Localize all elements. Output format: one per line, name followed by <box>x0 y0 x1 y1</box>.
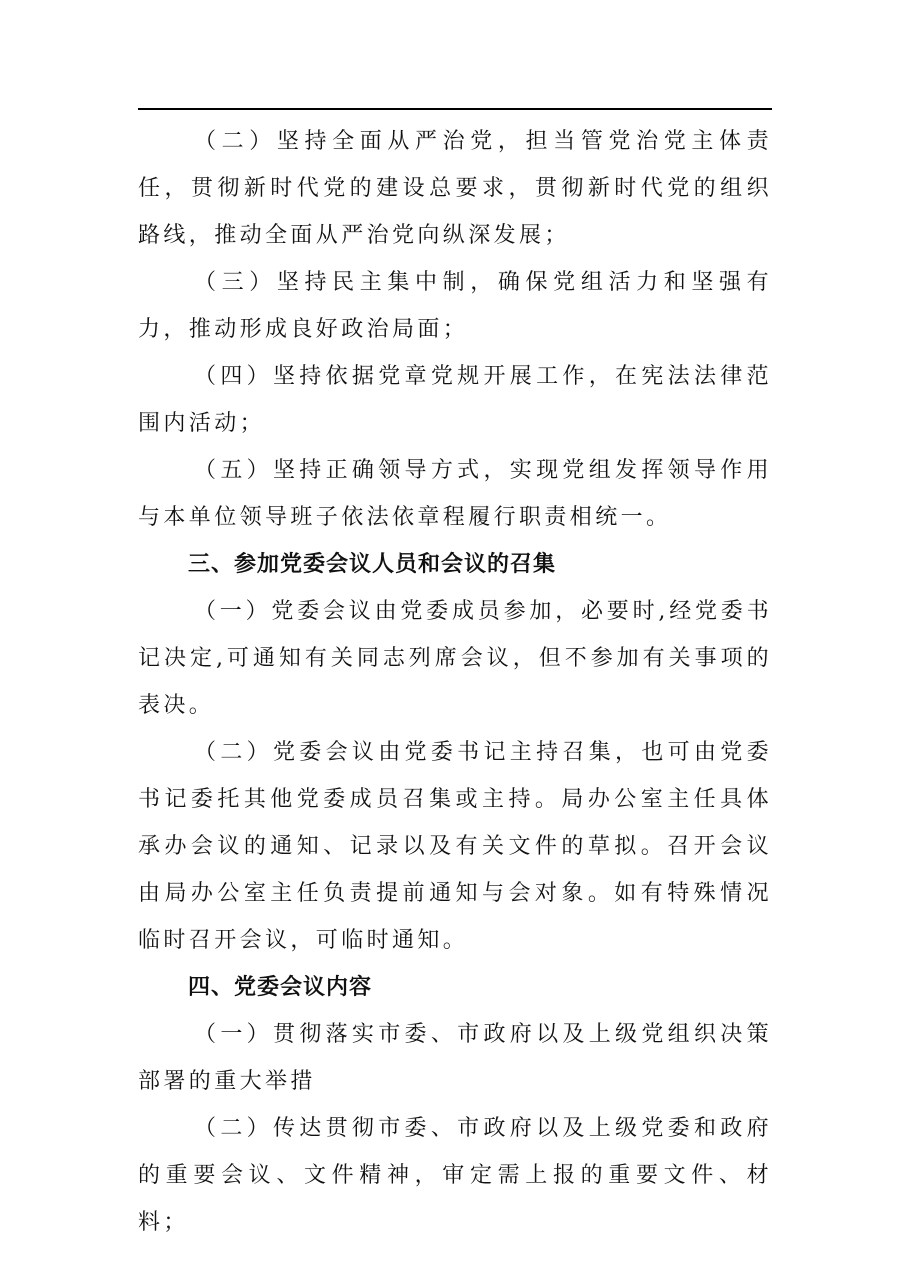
section-heading-attendees: 三、参加党委会议人员和会议的召集 <box>188 552 557 577</box>
paragraph-adhere-strict-governance: （二）坚持全面从严治党，担当管党治党主体责任，贯彻新时代党的建设总要求，贯彻新时代党的组织路线，推动全面从严治党向纵深发展； <box>138 129 772 248</box>
paragraph-party-rules: （四）坚持依据党章党规开展工作，在宪法法律范围内活动； <box>138 364 772 436</box>
paragraph-implement-decisions: （一）贯彻落实市委、市政府以及上级党组织决策部署的重大举措 <box>138 1022 772 1094</box>
section-heading-meeting-content: 四、党委会议内容 <box>188 975 373 1000</box>
header-rule <box>138 108 772 110</box>
paragraph-leadership-method: （五）坚持正确领导方式，实现党组发挥领导作用与本单位领导班子依法依章程履行职责相统一。 <box>138 458 772 530</box>
paragraph-convey-documents: （二）传达贯彻市委、市政府以及上级党委和政府的重要会议、文件精神，审定需上报的重要文件、材料； <box>138 1116 772 1235</box>
document-body <box>138 118 772 1246</box>
paragraph-attendees: （一）党委会议由党委成员参加，必要时,经党委书记决定,可通知有关同志列席会议，但不参加有关事项的表决。 <box>138 599 772 718</box>
paragraph-convening: （二）党委会议由党委书记主持召集，也可由党委书记委托其他党委成员召集或主持。局办公室主任具体承办会议的通知、记录以及有关文件的草拟。召开会议由局办公室主任负责提前通知与会对象。如有特殊情况临时召开会议，可临时通知。 <box>138 740 772 953</box>
paragraph-democratic-centralism: （三）坚持民主集中制，确保党组活力和坚强有力，推动形成良好政治局面； <box>138 270 772 342</box>
